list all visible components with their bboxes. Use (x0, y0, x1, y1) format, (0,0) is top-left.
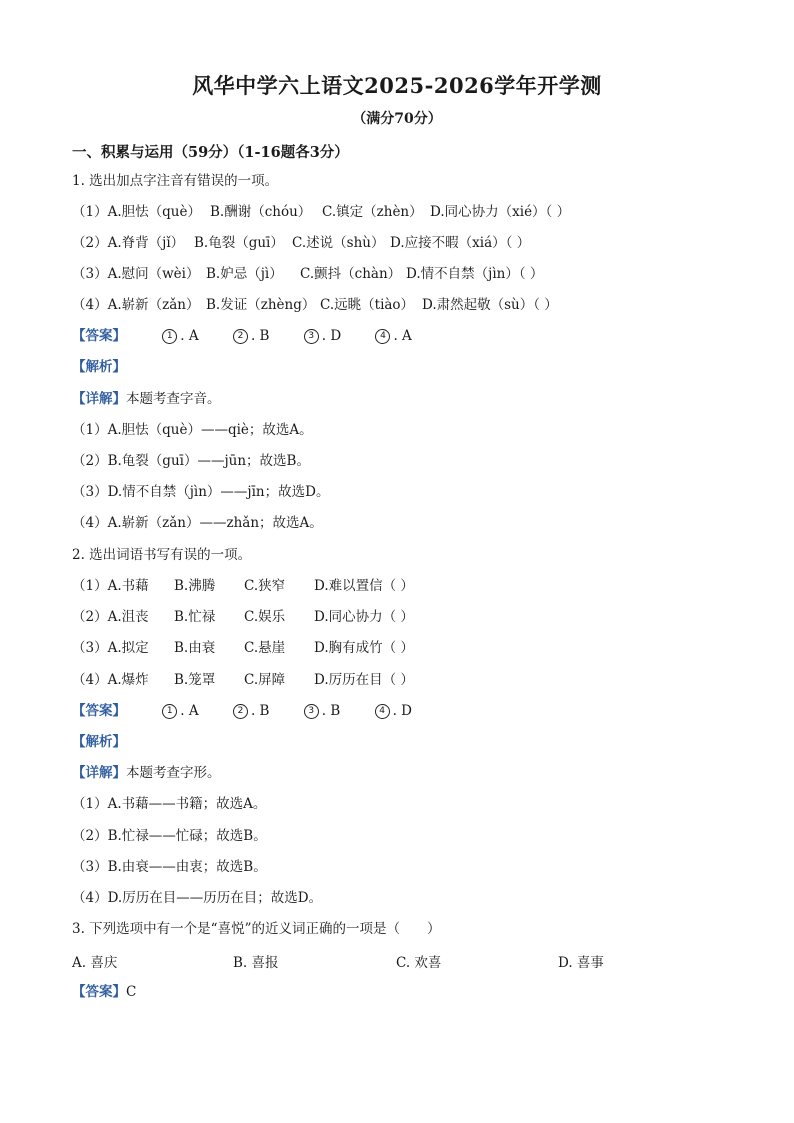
answer-value: . B (250, 328, 270, 344)
q3-option: B. 喜报 (233, 955, 279, 971)
page-title: 风华中学六上语文2025-2026学年开学测 (192, 73, 602, 98)
q2-option: D.厉历在目（ ） (314, 672, 414, 688)
detail-label: 【详解】 (72, 765, 126, 781)
q1-option: D.情不自禁（jìn）（ ） (406, 266, 544, 282)
detail-label: 【详解】 (72, 391, 126, 407)
detail-text: 本题考查字音。 (126, 391, 221, 407)
q3-option: D. 喜事 (558, 955, 604, 971)
q2-option: B.由衰 (174, 640, 216, 656)
answer-value: . B (321, 703, 341, 719)
q1-stem: 1. 选出加点字注音有错误的一项。 (72, 173, 279, 189)
q1-option: B.龟裂（guī） (194, 235, 284, 251)
answer-value: . A (180, 328, 199, 344)
q1-detail-line (72, 390, 221, 408)
q1-analysis-label: 【解析】 (72, 359, 126, 375)
q1-detail-item: （3）D.情不自禁（jìn）——jīn；故选D。 (72, 484, 330, 500)
q1-option: D.应接不暇（xiá）（ ） (390, 235, 531, 251)
answer-label: 【答案】 (72, 328, 126, 344)
q1-option: C.颤抖（chàn） (300, 266, 402, 282)
answer-value: C (126, 984, 137, 1000)
q1-option: D.肃然起敬（sù）（ ） (422, 297, 558, 313)
q1-option: （3）A.慰问（wèi） (72, 266, 200, 282)
answer-label: 【答案】 (72, 703, 126, 719)
page-subtitle: （满分70分） (352, 111, 442, 127)
answer-number: 4 (375, 704, 390, 719)
q2-option: D.胸有成竹（ ） (314, 640, 414, 656)
q3-option: A. 喜庆 (72, 955, 118, 971)
q3-stem: 3. 下列选项中有一个是“喜悦”的近义词正确的一项是（ ） (72, 921, 441, 937)
q2-analysis-label: 【解析】 (72, 734, 126, 750)
q1-option: B.妒忌（jì） (206, 266, 283, 282)
q2-option-row (72, 639, 414, 657)
q2-option: B.笼罩 (174, 672, 216, 688)
q1-option: （4）A.崭新（zǎn） (72, 297, 200, 313)
q1-option: C.远眺（tiào） (320, 297, 415, 313)
answer-number: 2 (233, 329, 248, 344)
q2-option: （3）A.拟定 (72, 640, 149, 656)
q2-detail-item: （1）A.书藉——书籍；故选A。 (72, 796, 267, 812)
q1-detail-item: （2）B.龟裂（guī）——jūn；故选B。 (72, 453, 310, 469)
answer-value: . A (180, 703, 199, 719)
q1-option: C.述说（shù） (292, 235, 385, 251)
q1-option: B.发证（zhèng） (206, 297, 316, 313)
answer-number: 1 (162, 704, 177, 719)
q2-option: B.沸腾 (174, 578, 216, 594)
section-heading: 一、积累与运用（59分）（1-16题各3分） (72, 144, 349, 161)
q1-option-row (72, 296, 558, 314)
q2-answer-line (72, 702, 412, 720)
q3-answer-line (72, 983, 136, 1001)
q2-option: （4）A.爆炸 (72, 672, 149, 688)
q2-option-row (72, 671, 414, 689)
q1-option: （1）A.胆怯（què） (72, 204, 201, 220)
q2-option-row (72, 608, 414, 626)
q2-option: D.同心协力（ ） (314, 609, 414, 625)
q2-option: B.忙禄 (174, 609, 216, 625)
q1-option-row (72, 265, 543, 283)
q2-option: D.难以置信（ ） (314, 578, 414, 594)
answer-value: . D (392, 703, 412, 719)
q2-option-row (72, 577, 414, 595)
answer-number: 4 (375, 329, 390, 344)
q2-option: C.狭窄 (244, 578, 286, 594)
detail-text: 本题考查字形。 (126, 765, 221, 781)
q2-detail-line (72, 764, 221, 782)
q1-option: B.酬谢（chóu） (210, 204, 312, 220)
q1-detail-item: （1）A.胆怯（què）——qiè；故选A。 (72, 422, 313, 438)
answer-value: . D (321, 328, 342, 344)
q1-detail-item: （4）A.崭新（zǎn）——zhǎn；故选A。 (72, 515, 323, 531)
q2-option: C.屏障 (244, 672, 286, 688)
q1-option: （2）A.脊背（jǐ） (72, 235, 185, 251)
q2-detail-item: （2）B.忙禄——忙碌；故选B。 (72, 828, 267, 844)
q2-stem: 2. 选出词语书写有误的一项。 (72, 547, 252, 563)
answer-number: 3 (304, 329, 319, 344)
answer-label: 【答案】 (72, 984, 126, 1000)
answer-number: 1 (162, 329, 177, 344)
q1-option-row (72, 234, 530, 252)
q1-option-row (72, 203, 570, 221)
answer-value: . A (393, 328, 412, 344)
q1-answer-line (72, 327, 412, 345)
q2-option: C.悬崖 (244, 640, 286, 656)
q1-option: D.同心协力（xié）（ ） (430, 204, 571, 220)
q2-option: （1）A.书藉 (72, 578, 149, 594)
q2-detail-item: （3）B.由衰——由衷；故选B。 (72, 859, 267, 875)
answer-number: 2 (233, 704, 248, 719)
q2-option: C.娱乐 (244, 609, 286, 625)
q1-option: C.镇定（zhèn） (322, 204, 423, 220)
q3-option: C. 欢喜 (396, 955, 442, 971)
answer-value: . B (250, 703, 270, 719)
q2-detail-item: （4）D.厉历在目——历历在目；故选D。 (72, 890, 323, 906)
q2-option: （2）A.沮丧 (72, 609, 149, 625)
answer-number: 3 (304, 704, 319, 719)
